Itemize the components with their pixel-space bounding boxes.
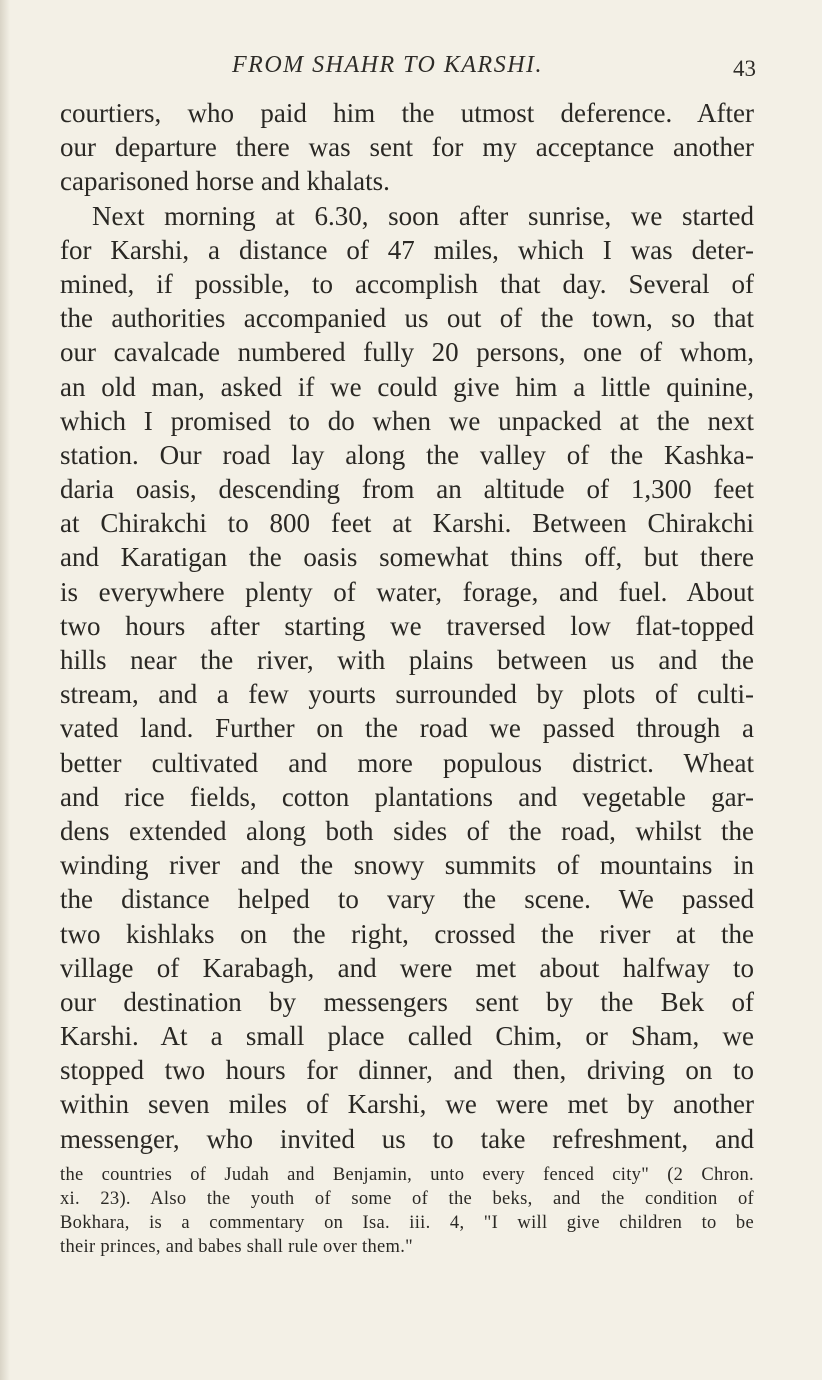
footnote-line: their princes, and babes shall rule over them." <box>60 1237 413 1257</box>
text-line: our destination by messengers sent by the Bek of <box>60 986 754 1017</box>
text-line: our cavalcade numbered fully 20 persons, one of whom, <box>60 337 754 368</box>
text-line: for Karshi, a distance of 47 miles, which I was deter- <box>60 234 754 265</box>
footnote-line: Bokhara, is a commentary on Isa. iii. 4, "I will give children to be <box>60 1213 754 1233</box>
text-line: courtiers, who paid him the utmost deference. After <box>60 98 754 128</box>
text-line: stream, and a few yourts surrounded by plots of culti- <box>60 679 754 710</box>
running-title: FROM SHAHR TO KARSHI. <box>232 52 544 78</box>
text-line: Karshi. At a small place called Chim, or Sham, we <box>60 1021 754 1052</box>
text-line: winding river and the snowy summits of mountains in <box>60 850 754 881</box>
footnote-line: xi. 23). Also the youth of some of the beks, and the condition of <box>60 1189 754 1209</box>
text-line: vated land. Further on the road we passed through a <box>60 713 754 744</box>
text-line: is everywhere plenty of water, forage, and fuel. About <box>60 576 754 607</box>
body-text <box>60 96 754 1156</box>
text-line: hills near the river, with plains between us and the <box>60 645 754 675</box>
text-line: caparisoned horse and khalats. <box>60 166 390 197</box>
text-line: station. Our road lay along the valley of the Kashka- <box>60 439 754 470</box>
text-line: messenger, who invited us to take refreshment, and <box>60 1123 754 1154</box>
text-line: Next morning at 6.30, soon after sunrise, we started <box>92 200 754 231</box>
page-edge <box>0 0 10 1380</box>
text-line: and Karatigan the oasis somewhat thins off, but there <box>60 542 754 573</box>
text-line: two kishlaks on the right, crossed the river at the <box>60 918 754 949</box>
text-line: stopped two hours for dinner, and then, driving on to <box>60 1055 754 1086</box>
text-line: our departure there was sent for my acceptance another <box>60 132 754 163</box>
text-line: which I promised to do when we unpacked at the next <box>60 405 754 436</box>
text-line: village of Karabagh, and were met about halfway to <box>60 952 754 983</box>
text-line: better cultivated and more populous district. Wheat <box>60 747 754 778</box>
footnote-line: the countries of Judah and Benjamin, unto every fenced city" (2 Chron. <box>60 1165 754 1185</box>
text-line: two hours after starting we traversed low flat-topped <box>60 610 754 641</box>
running-head <box>0 52 822 86</box>
text-line: at Chirakchi to 800 feet at Karshi. Between Chirakchi <box>60 508 754 539</box>
text-line: and rice fields, cotton plantations and vegetable gar- <box>60 781 754 812</box>
text-line: the distance helped to vary the scene. We passed <box>60 884 754 915</box>
page-number: 43 <box>733 56 756 81</box>
text-line: within seven miles of Karshi, we were met by another <box>60 1089 754 1120</box>
footnote <box>60 1163 754 1259</box>
text-line: dens extended along both sides of the road, whilst the <box>60 815 754 846</box>
text-line: the authorities accompanied us out of the town, so that <box>60 303 754 334</box>
text-line: mined, if possible, to accomplish that day. Several of <box>60 268 754 299</box>
text-line: daria oasis, descending from an altitude of 1,300 feet <box>60 474 754 505</box>
text-line: an old man, asked if we could give him a little quinine, <box>60 371 754 402</box>
